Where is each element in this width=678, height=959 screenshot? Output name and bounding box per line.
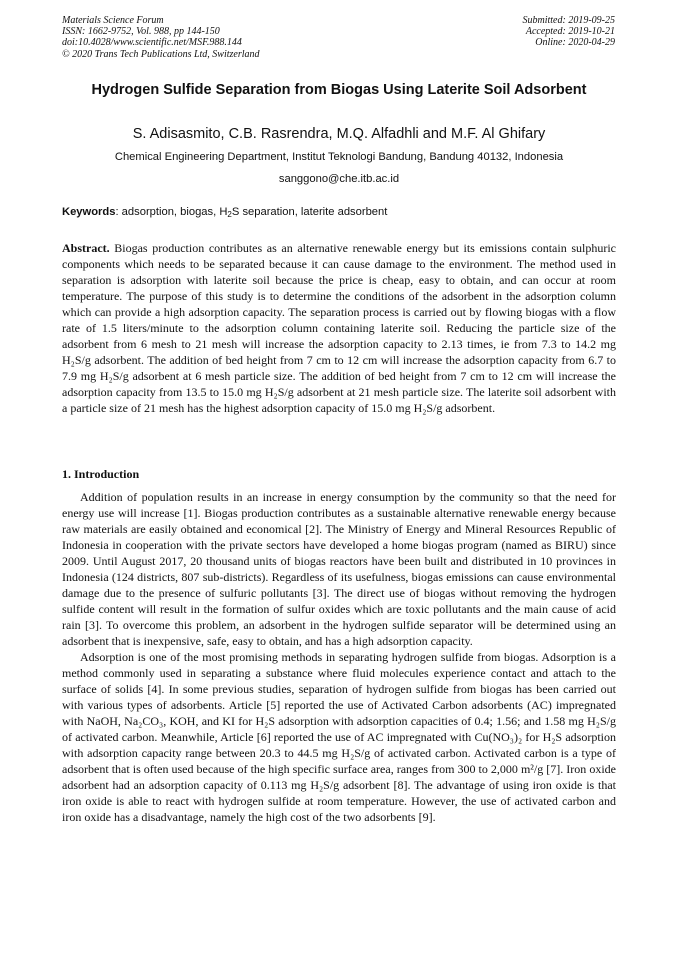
journal-header-right — [523, 15, 616, 49]
keywords-sub: 2 — [227, 210, 232, 219]
intro-paragraph-1: Addition of population results in an increase in energy consumption by the community so that the need for energy use will increase [1]. Biogas production contributes as a sustainable alternative renewable energy because raw materials are easily obtained and economical [2]. The Ministry of Energy and Mineral Resources Republic of Indonesia in cooperation with the private sectors have developed a home biogas program (named as BIRU) since 2009. Until August 2017, 20 thousand units of biogas reactors have been built and distributed in 10 provinces in Indonesia (124 districts, 807 sub-districts). Regardless of its usefulness, biogas emissions can cause environmental damage due to the presence of sulfuric pollutants [3]. The direct use of biogas without removing the hydrogen sulfide content will result in the formation of sulfur oxides which are toxic pollutants and the main cause of acid rain [3]. To overcome this problem, an adsorbent in the hydrogen sulfide separator will be determined using an adsorbent that is inexpensive, safe, easy to obtain, and has a high adsorption capacity. — [62, 490, 616, 648]
abstract — [62, 240, 616, 416]
keywords-text-b: S separation, laterite adsorbent — [231, 206, 388, 218]
keywords-label: Keywords — [62, 206, 116, 218]
author-email[interactable]: sanggono@che.itb.ac.id — [278, 173, 400, 185]
submitted-date: Submitted: 2019-09-25 — [522, 15, 615, 26]
section-heading-introduction: 1. Introduction — [62, 467, 140, 481]
paper-authors: S. Adisasmito, C.B. Rasrendra, M.Q. Alfadhli and M.F. Al Ghifary — [132, 126, 546, 142]
journal-issn: ISSN: 1662-9752, Vol. 988, pp 144-150 — [62, 26, 220, 38]
journal-copyright: © 2020 Trans Tech Publications Ltd, Switzerland — [62, 48, 260, 60]
keywords-text-a: : adsorption, biogas, H — [115, 206, 228, 218]
accepted-date: Accepted: 2019-10-21 — [525, 26, 615, 38]
paper-title: Hydrogen Sulfide Separation from Biogas Using Laterite Soil Adsorbent — [91, 82, 587, 98]
author-affiliation: Chemical Engineering Department, Institut Teknologi Bandung, Bandung 40132, Indonesia — [114, 151, 564, 163]
intro-paragraph-2: Adsorption is one of the most promising methods in separating hydrogen sulfide from biogas. Adsorption is a method commonly used in separating a substance where fluid molecules experience contact and attach to the surface of solids [4]. In some previous studies, separation of hydrogen sulfide from biogas has been carried out with various types of adsorbents. Article [5] reported the use of Activated Carbon adsorbents (AC) impregnated with NaOH, Na₂CO₃, KOH, and KI for H₂S adsorption with adsorption capacities of 0.4; 1.56; and 1.58 mg H₂S/g of activated carbon. Meanwhile, Article [6] reported the use of AC impregnated with Cu(NO₃)₂ for H₂S adsorption with adsorption capacity range between 20.3 to 44.5 mg H₂S/g of activated carbon. Activated carbon is a type of adsorbent that is often used because of the high specific surface area, ranges from 300 to 2,000 m²/g [7]. Iron oxide adsorbent had an adsorption capacity of 0.113 mg H₂S/g adsorbent [8]. The advantage of using iron oxide is that iron oxide is able to react with hydrogen sulfide at room temperature. However, the use of activated carbon and iron oxide has a disadvantage, namely the high cost of the two adsorbents [9]. — [62, 650, 616, 824]
journal-name: Materials Science Forum — [62, 15, 164, 26]
keywords-line — [62, 205, 616, 219]
online-date: Online: 2020-04-29 — [535, 37, 615, 49]
introduction-body — [62, 489, 616, 825]
abstract-label: Abstract. — [62, 241, 110, 255]
journal-doi[interactable]: doi:10.4028/www.scientific.net/MSF.988.144 — [62, 37, 242, 49]
journal-header-left — [62, 15, 260, 60]
abstract-text: Biogas production contributes as an alternative renewable energy but its emissions contain sulphuric components which needs to be separated because it can cause damage to the environment. The method used in separation is adsorption with laterite soil because the price is cheap, easy to obtain, and can occur at room temperature. The purpose of this study is to determine the conditions of the adsorbent in the adsorption column which can provide a high adsorption capacity. The separation process is carried out by flowing biogas with a flow rate of 1.5 liters/minute to the adsorption column containing laterite soil. Reducing the particle size of the adsorbent from 6 mesh to 21 mesh will increase the adsorption capacity to 2.13 times, ie from 7.3 to 14.2 mg H₂S/g adsorbent. The addition of bed height from 7 cm to 12 cm will increase the adsorption capacity from 6.7 to 7.9 mg H₂S/g adsorbent at 6 mesh particle size. The addition of bed height from 7 cm to 12 cm will increase the adsorption capacity from 13.5 to 15.0 mg H₂S/g adsorbent at 21 mesh particle size. The laterite soil adsorbent with a particle size of 21 mesh has the highest adsorption capacity of 15.0 mg H₂S/g adsorbent. — [62, 241, 616, 415]
